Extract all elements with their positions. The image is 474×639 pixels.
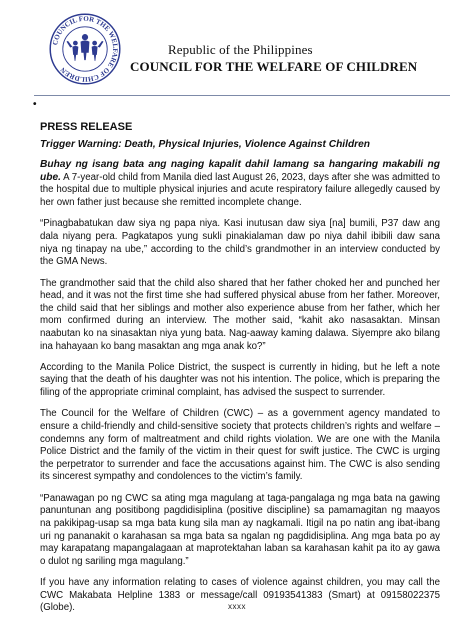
paragraph-2: “Pinagbabatukan daw siya ng papa niya. Kasi inutusan daw siya [na] bumili, P37 daw ang dala niyang pera. Pagkatapos yung sukli pinakialaman daw po niya dahil ibibili daw sana niya ng tinapay na ube,” according to the child’s grandmother in an interview conducted by the GMA News. bbox=[40, 218, 440, 268]
bullet-mark: • bbox=[33, 99, 37, 110]
council-name: COUNCIL FOR THE WELFARE OF CHILDREN bbox=[130, 59, 418, 74]
paragraph-1-text: A 7-year-old child from Manila died last August 26, 2023, days after she was admitted to the hospital due to multiple physical injuries and acute respiratory failure allegedly caused by her own father just because she remitted incomplete change. bbox=[40, 171, 440, 208]
press-release-title: PRESS RELEASE bbox=[40, 121, 133, 133]
end-mark: xxxx bbox=[228, 602, 246, 611]
seal-ring-text: COUNCIL FOR THE WELFARE OF CHILDREN bbox=[51, 14, 120, 84]
paragraph-7: If you have any information relating to cases of violence against children, you may call the CWC Makabata Helpline 1383 or message/call 09193541383 (Smart) at 09158022375 (Globe). bbox=[40, 577, 440, 614]
paragraph-4: According to the Manila Police District, the suspect is currently in hiding, but he left a note saying that the death of his daughter was not his intention. The police, which is preparing the filing of the appropriate criminal complaint, has advised the suspect to surrender. bbox=[40, 361, 440, 399]
organization-header bbox=[130, 42, 417, 75]
paragraph-3: The grandmother said that the child also shared that her father choked her and punched her head, and it was not the first time she had suffered physical abuse from her father. Moreover, the child said that her siblings and mother also experience abuse from her father, which her mom confirmed during an interview. The mother said, “kahit ako nasasaktan. Minsan naabutan ko na sinasaktan niya yung bata. Nag-aaway kaming dalawa. Siyempre ako bilang ina hahayaan ko bang masaktan ang mga anak ko?” bbox=[40, 277, 440, 352]
letterhead bbox=[0, 0, 474, 96]
lead-sentence: Buhay ng isang bata ang naging kapalit dahil lamang sa hangaring makabili ng ube. bbox=[40, 159, 440, 183]
trigger-warning: Trigger Warning: Death, Physical Injuries, Violence Against Children bbox=[40, 138, 371, 150]
paragraph-1 bbox=[40, 159, 440, 209]
press-release-body bbox=[40, 121, 440, 624]
paragraph-5: The Council for the Welfare of Children (CWC) – as a government agency mandated to ensure a child-friendly and child-sensitive society that protects children’s rights and welfare – condemns any form of maltreatment and child rights violation. We are one with the Manila Police District and the family of the victim in their quest for swift justice. The CWC is urging the perpetrator to surrender and face the accusations against him. The CWC is also sending its sincerest sympathy and condolences to the victim’s family. bbox=[40, 408, 440, 483]
paragraph-6: “Panawagan po ng CWC sa ating mga magulang at taga-pangalaga ng mga bata na gawing panuntunan ang positibong pagdidisiplina (positive discipline) sa pamamagitan ng maayos na pakikipag-usap sa mga bata kung sila man ay nagkamali. Itigil na po natin ang ibat-ibang uri ng pananakit o karahasan sa mga bata sa ngalan ng pagdidisiplina. Ang mga bata po ay may karapatang mapangalagaan at maprotektahan laban sa karahasan kahit pa ito ay gawa o dulot ng sariling mga magulang.” bbox=[40, 492, 440, 567]
cwc-seal-logo bbox=[48, 12, 122, 86]
header-divider bbox=[34, 95, 450, 96]
republic-label: Republic of the Philippines bbox=[168, 42, 313, 57]
